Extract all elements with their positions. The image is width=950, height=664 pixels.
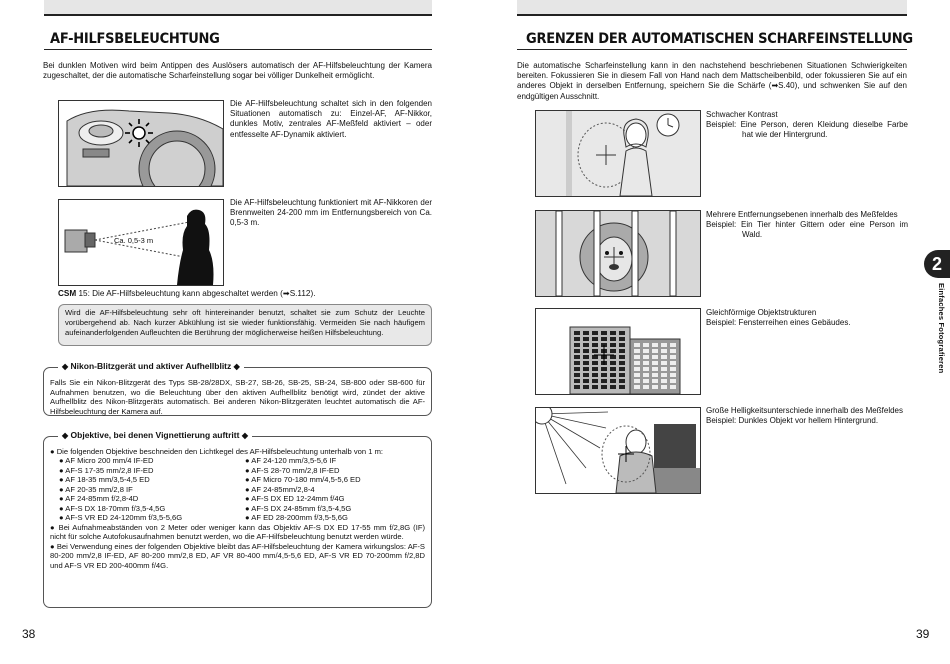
uniform-structure-illustration	[535, 308, 701, 395]
overheat-note-text: Wird die AF-Hilfsbeleuchtung sehr oft hintereinander benutzt, schaltet sie zum Schutz der Leuchte vorübergehend ab. Nach kurzer Abkühlung ist sie wieder funktionsfähig. Vermeiden Sie nach häufigem aufeinanderfolgenden Aufleuchten die Berührung der möglicherweise heißen Hilfsbeleuchtung.	[65, 308, 425, 338]
vignetting-box-title	[58, 430, 252, 441]
item-3-example: Beispiel: Fensterreihen eines Gebäudes.	[706, 318, 851, 328]
vignetting-paragraph-2: ● Bei Aufnahmeabständen von 2 Meter oder weniger kann das Objektiv AF-S DX ED 17-55 mm f/2,8G (IF) nicht für solche Autofokusaufnahmen benutzt werden, wo die AF-Hilfsbeleuchtung benutzt werden würde.	[50, 522, 425, 542]
list-item: ● AF 24-85mm f/2,8-4D	[59, 494, 139, 504]
lens-list	[50, 456, 425, 522]
item-2-text	[706, 210, 908, 241]
item-1-heading: Schwacher Kontrast	[706, 110, 778, 119]
item-1-text	[706, 110, 908, 141]
item-2-example: Beispiel: Ein Tier hinter Gittern oder eine Person im Wald.	[706, 220, 908, 240]
list-item: ● AF-S DX 24-85mm f/3,5-4,5G	[245, 503, 352, 513]
diamond-icon: ◆	[233, 362, 240, 371]
left-header-band	[44, 0, 432, 14]
vignetting-box-title-text: Objektive, bei denen Vignettierung auftritt	[70, 430, 240, 440]
af-range-paragraph: Die AF-Hilfsbeleuchtung funktioniert mit AF-Nikkoren der Brennweiten 24-200 mm im Entfernungsbereich von Ca. 0,5-3 m.	[230, 198, 432, 228]
chapter-tab: 2	[924, 250, 950, 278]
list-item: ● AF-S DX ED 12-24mm f/4G	[245, 494, 345, 504]
right-title-underline	[517, 49, 907, 50]
diamond-icon: ◆	[62, 362, 69, 371]
item-2-heading: Mehrere Entfernungsebenen innerhalb des Meßfeldes	[706, 210, 898, 219]
item-4-heading: Große Helligkeitsunterschiede innerhalb des Meßfeldes	[706, 406, 903, 415]
list-item: ● AF 24-120 mm/3,5-5,6 IF	[245, 456, 337, 466]
left-page-number: 38	[22, 626, 36, 641]
item-1-example: Beispiel: Eine Person, deren Kleidung dieselbe Farbe hat wie der Hintergrund.	[706, 120, 908, 140]
item-3-text	[706, 308, 908, 328]
chapter-label: Einfaches Fotografieren	[937, 283, 946, 374]
lens-list-col1	[59, 456, 245, 522]
right-header-rule	[517, 14, 907, 16]
list-item: ● AF Micro 200 mm/4 IF-ED	[59, 456, 154, 466]
csm-line	[58, 289, 434, 300]
camera-af-illuminator-illustration	[58, 100, 224, 187]
flash-info-box	[43, 361, 432, 417]
list-item: ● AF-S 17-35 mm/2,8 IF-ED	[59, 465, 154, 475]
diamond-icon: ◆	[62, 431, 69, 440]
vignetting-info-box	[43, 430, 432, 608]
right-header-band	[517, 0, 907, 14]
csm-text: 15: Die AF-Hilfsbeleuchtung kann abgeschaltet werden (➡S.112).	[76, 289, 316, 298]
flash-box-title	[58, 361, 244, 372]
overheat-note	[58, 304, 432, 346]
multiple-distance-illustration	[535, 210, 701, 297]
left-intro-paragraph: Bei dunklen Motiven wird beim Antippen des Auslösers automatisch der AF-Hilfsbeleuchtung der Kamera zugeschaltet, der die automatische Scharfeinstellung sogar bei völliger Dunkelheit ermöglicht.	[43, 61, 432, 81]
csm-label: CSM	[58, 289, 77, 298]
right-intro-paragraph: Die automatische Scharfeinstellung kann in den nachstehend beschriebenen Situationen Schwierigkeiten bereiten. Fokussieren Sie in diesem Fall von Hand nach dem Mattscheibenbild, oder fokussieren Sie auf ein anderes Objekt in derselben Entfernung, speichern Sie die Schärfe (➡S.40), und schwenken Sie auf den endgültigen Ausschnitt.	[517, 61, 907, 101]
item-3-heading: Gleichförmige Objektstrukturen	[706, 308, 817, 317]
flash-box-title-text: Nikon-Blitzgerät und aktiver Aufhellblitz	[70, 361, 232, 371]
list-item: ● AF ED 28-200mm f/3,5-5,6G	[245, 513, 348, 523]
vignetting-intro: ● Die folgenden Objektive beschneiden den Lichtkegel des AF-Hilfsbeleuchtung unterhalb von 1 m:	[50, 447, 384, 456]
left-title-underline	[44, 49, 432, 50]
brightness-difference-illustration	[535, 407, 701, 494]
left-page-title: AF-HILFSBELEUCHTUNG	[50, 31, 220, 47]
list-item: ● AF 20-35 mm/2,8 IF	[59, 484, 133, 494]
list-item: ● AF-S VR ED 24-120mm f/3,5-5,6G	[59, 513, 183, 523]
list-item: ● AF 24-85mm/2,8-4	[245, 484, 315, 494]
item-4-example: Beispiel: Dunkles Objekt vor hellem Hintergrund.	[706, 416, 879, 426]
list-item: ● AF 18-35 mm/3,5-4,5 ED	[59, 475, 150, 485]
flash-box-text: Falls Sie ein Nikon-Blitzgerät des Typs SB-28/28DX, SB-27, SB-26, SB-25, SB-24, SB-800 oder SB-600 für Aufnahmen benutzen, wo die Beleuchtung über den aktiven Aufhellblitz benötigt wird, zündet der aktive Aufhellblitz des Nikon-Blitzgeräts automatisch. Bei anderen Nikon-Blitzgeräten leuchtet automatisch die AF-Hilfsbeleuchtung der Kamera auf.	[50, 378, 425, 417]
left-header-rule	[44, 14, 432, 16]
right-page-title: GRENZEN DER AUTOMATISCHEN SCHARFEINSTELLUNG	[526, 31, 913, 47]
list-item: ● AF-S 28-70 mm/2,8 IF-ED	[245, 465, 340, 475]
diamond-icon: ◆	[241, 431, 248, 440]
list-item: ● AF-S DX 18-70mm f/3,5-4,5G	[59, 503, 166, 513]
low-contrast-illustration	[535, 110, 701, 197]
af-situations-paragraph: Die AF-Hilfsbeleuchtung schaltet sich in den folgenden Situationen automatisch zu: Einzel-AF, AF-Nikkor, dunkles Motiv, zentrales AF-Meßfeld aktiviert – oder entfesselte AF-Dynamik aktiviert.	[230, 99, 432, 139]
range-label: Ca. 0,5-3 m	[114, 236, 154, 245]
list-item: ● AF Micro 70-180 mm/4,5-5,6 ED	[245, 475, 361, 485]
lens-list-col2	[245, 456, 431, 522]
item-4-text	[706, 406, 908, 426]
right-page-number: 39	[916, 626, 930, 641]
vignetting-paragraph-3: ● Bei Verwendung eines der folgenden Objektive bleibt das AF-Hilfsbeleuchtung der Kamera wirkungslos: AF-S 80-200 mm/2,8 IF-ED, AF 80-200 mm/2,8 ED, AF VR 80-400 mm/4,5-5,6 ED, AF-S VR ED 70-200mm f/2,8D und AF-S VR ED 200-400mm f/4G.	[50, 541, 425, 570]
